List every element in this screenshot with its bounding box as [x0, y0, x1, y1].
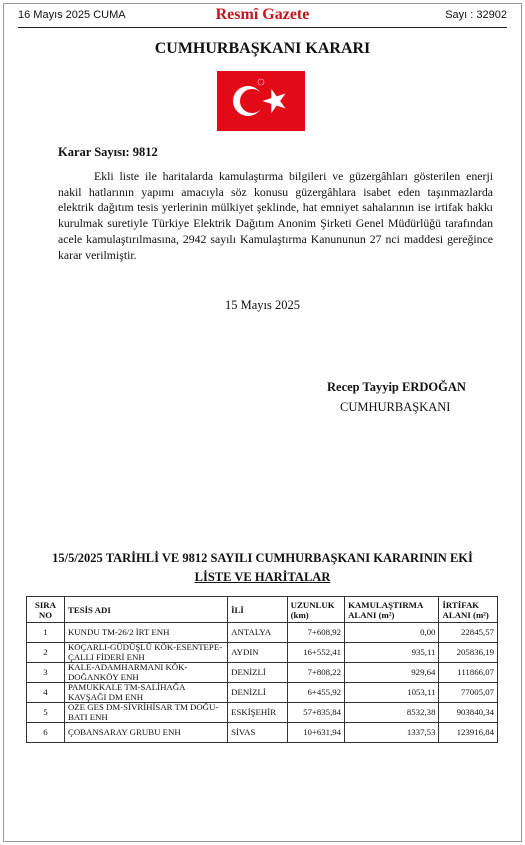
cell-name: KALE-ADAMHARMANI KÖK-DOĞANKÖY ENH — [64, 663, 227, 683]
cell-kamulastirma: 0,00 — [345, 623, 439, 643]
table-row — [27, 643, 498, 663]
col-kamulastirma: KAMULAŞTIRMA ALANI (m²) — [345, 597, 439, 623]
cell-irtifak: 903840,34 — [439, 703, 498, 723]
turkish-flag-icon — [217, 71, 305, 131]
cell-length: 7+608,92 — [287, 623, 344, 643]
decision-text: Ekli liste ile haritalarda kamulaştırma bilgileri ve güzergâhları gösterilen enerji nakil hatlarının yapımı amacıyla söz konusu güzergâhlara isabet eden taşınmazlarda elektrik dağıtım tesis yerlerinin mülkiyet şeklinde, hat emniyet sahalarının ise irtifak hakkı kurulmak suretiyle Türkiye Elektrik Dağıtım Anonim Şirketi Genel Müdürlüğü tarafından acele kamulaştırılmasına, 2942 sayılı Kamulaştırma Kanununun 27 nci maddesi gereğince karar verilmiştir. — [58, 169, 493, 262]
cell-no: 6 — [27, 723, 65, 743]
cell-name: OZE GES DM-SİVRİHİSAR TM DOĞU-BATI ENH — [64, 703, 227, 723]
gazette-brand: Resmî Gazete — [215, 6, 310, 23]
table-row — [27, 623, 498, 643]
cell-kamulastirma: 1053,11 — [345, 683, 439, 703]
cell-name: ÇOBANSARAY GRUBU ENH — [64, 723, 227, 743]
cell-length: 57+835,84 — [287, 703, 344, 723]
table-row — [27, 663, 498, 683]
cell-kamulastirma: 1337,53 — [345, 723, 439, 743]
table-row — [27, 723, 498, 743]
decision-date: 15 Mayıs 2025 — [225, 298, 300, 312]
cell-no: 3 — [27, 663, 65, 683]
annex-subtitle-text: LİSTE VE HARİTALAR — [194, 570, 331, 584]
col-name: TESİS ADI — [64, 597, 227, 623]
cell-length: 7+808,22 — [287, 663, 344, 683]
col-no: SIRA NO — [27, 597, 65, 623]
col-il: İLİ — [228, 597, 288, 623]
cell-no: 5 — [27, 703, 65, 723]
table-header-row — [27, 597, 498, 623]
col-irtifak: İRTİFAK ALANI (m²) — [439, 597, 498, 623]
cell-name: KUNDU TM-26/2 İRT ENH — [64, 623, 227, 643]
cell-il: AYDIN — [228, 643, 288, 663]
cell-il: DENİZLİ — [228, 663, 288, 683]
cell-name: KOÇARLI-GÜDÜŞLÜ KÖK-ESENTEPE-ÇALLI FİDERİ ENH — [64, 643, 227, 663]
annex-title: 15/5/2025 TARİHLİ VE 9812 SAYILI CUMHURBAŞKANI KARARININ EKİ — [52, 551, 473, 565]
annex-table — [26, 596, 498, 743]
cell-name: PAMUKKALE TM-SALİHAĞA KAVŞAĞI DM ENH — [64, 683, 227, 703]
cell-irtifak: 22845,57 — [439, 623, 498, 643]
signer-name: Recep Tayyip ERDOĞAN — [327, 380, 466, 394]
annex-subtitle — [0, 570, 525, 585]
cell-kamulastirma: 935,11 — [345, 643, 439, 663]
col-length: UZUNLUK (km) — [287, 597, 344, 623]
decision-number-value: 9812 — [132, 145, 158, 159]
cell-irtifak: 77005,07 — [439, 683, 498, 703]
header-date: 16 Mayıs 2025 CUMA — [18, 9, 126, 21]
cell-kamulastirma: 8532,38 — [345, 703, 439, 723]
cell-il: SİVAS — [228, 723, 288, 743]
cell-kamulastirma: 929,64 — [345, 663, 439, 683]
decision-label: Karar Sayısı: — [58, 145, 130, 159]
issue-number: Sayı : 32902 — [445, 9, 507, 21]
cell-no: 1 — [27, 623, 65, 643]
gazette-header — [18, 6, 507, 24]
cell-irtifak: 123916,84 — [439, 723, 498, 743]
decision-number — [58, 145, 158, 160]
cell-length: 16+552,41 — [287, 643, 344, 663]
cell-il: ANTALYA — [228, 623, 288, 643]
decision-body — [58, 169, 493, 263]
document-title: CUMHURBAŞKANI KARARI — [154, 40, 371, 57]
cell-length: 6+455,92 — [287, 683, 344, 703]
cell-il: DENİZLİ — [228, 683, 288, 703]
signer-title: CUMHURBAŞKANI — [340, 400, 451, 414]
cell-no: 2 — [27, 643, 65, 663]
cell-irtifak: 205836,19 — [439, 643, 498, 663]
cell-length: 10+631,94 — [287, 723, 344, 743]
table-row — [27, 683, 498, 703]
cell-irtifak: 111866,07 — [439, 663, 498, 683]
table-row — [27, 703, 498, 723]
cell-il: ESKİŞEHİR — [228, 703, 288, 723]
header-rule — [18, 27, 507, 28]
cell-no: 4 — [27, 683, 65, 703]
